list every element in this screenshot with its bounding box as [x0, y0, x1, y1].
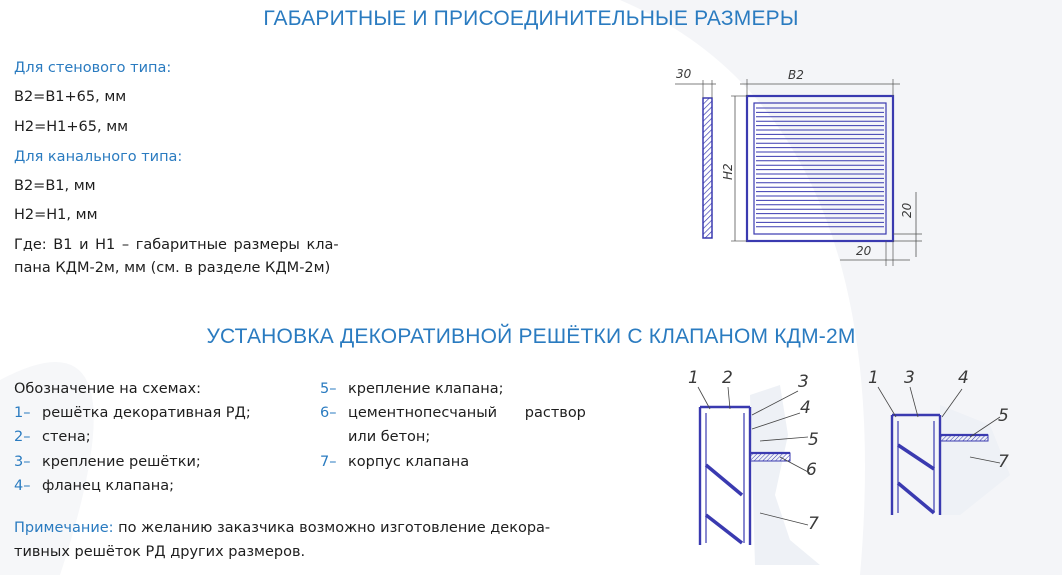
legend-item: или бетон;: [348, 429, 431, 445]
note-line1: Примечание: по желанию заказчика возможно изготовление декора-: [14, 520, 551, 536]
wall-type-label: Для стенового типа:: [14, 60, 172, 76]
section-title-installation: УСТАНОВКА ДЕКОРАТИВНОЙ РЕШЁТКИ С КЛАПАНОМ КДМ-2М: [206, 325, 856, 348]
legend-item: 6– цементнопесчаный раствор: [320, 405, 586, 421]
scheme-right-label-4: 4: [958, 368, 969, 388]
scheme-right-label-3: 3: [904, 368, 915, 388]
scheme-left-label-4: 4: [800, 398, 811, 418]
grille-front-frame: [747, 96, 893, 241]
legend-item: 4– фланец клапана;: [14, 478, 174, 494]
duct-h2-formula: H2=H1, мм: [14, 207, 98, 223]
legend-item: 1– решётка декоративная РД;: [14, 405, 251, 421]
duct-type-label: Для канального типа:: [14, 149, 183, 165]
scheme-right-label-7: 7: [998, 452, 1009, 472]
grille-dimension-drawing: [660, 62, 930, 272]
where-note-line1: Где: B1 и H1 – габаритные размеры кла-: [14, 237, 339, 253]
dim-20-right-label: 20: [900, 202, 914, 218]
where-note-line2: пана КДМ-2м, мм (см. в разделе КДМ-2м): [14, 260, 331, 276]
note-label: Примечание:: [14, 520, 114, 536]
legend-item: 2– стена;: [14, 429, 91, 445]
scheme-right-label-5: 5: [998, 406, 1009, 426]
dim-20-bottom-label: 20: [856, 244, 872, 258]
section-title-dimensions: ГАБАРИТНЫЕ И ПРИСОЕДИНИТЕЛЬНЫЕ РАЗМЕРЫ: [263, 7, 799, 30]
note-line2: тивных решёток РД других размеров.: [14, 544, 306, 560]
scheme-left-label-2: 2: [722, 368, 733, 388]
dim-h2-label: H2: [721, 163, 735, 180]
legend-item: 7– корпус клапана: [320, 454, 470, 470]
legend-item: 5– крепление клапана;: [320, 381, 504, 397]
duct-b2-formula: B2=B1, мм: [14, 178, 96, 194]
scheme-left-label-7: 7: [808, 514, 819, 534]
scheme-left-label-1: 1: [688, 368, 699, 388]
wall-b2-formula: B2=B1+65, мм: [14, 89, 127, 105]
scheme-left-label-6: 6: [806, 460, 817, 480]
grille-side-profile: [703, 98, 712, 238]
installation-scheme-left: [680, 365, 840, 570]
scheme-left-label-3: 3: [798, 372, 809, 392]
wall-h2-formula: H2=H1+65, мм: [14, 119, 129, 135]
installation-scheme-right: [860, 365, 1040, 525]
legend-item: 3– крепление решётки;: [14, 454, 201, 470]
grille-slats: [756, 108, 884, 227]
dim-30-label: 30: [676, 67, 692, 81]
scheme-left-label-5: 5: [808, 430, 819, 450]
legend-title: Обозначение на схемах:: [14, 381, 201, 397]
scheme-right-label-1: 1: [868, 368, 879, 388]
dim-b2-label: B2: [788, 68, 804, 82]
